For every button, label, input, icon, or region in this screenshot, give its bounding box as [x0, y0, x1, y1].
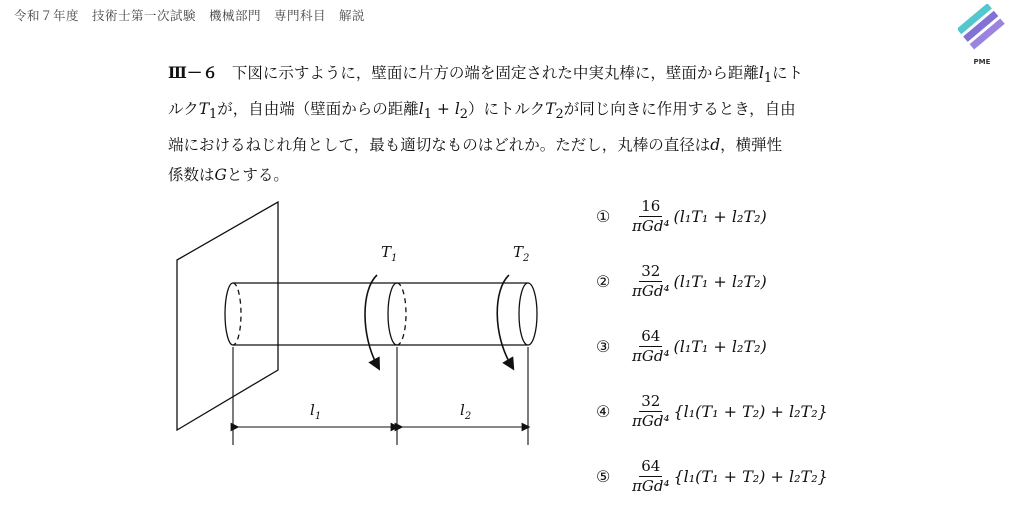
choice-1[interactable]	[596, 188, 767, 244]
numerator: 16	[641, 196, 661, 215]
question-text-segment: ルク	[168, 100, 199, 119]
subscript: 1	[423, 107, 432, 123]
subscript: 1	[763, 71, 773, 87]
question-line-4	[168, 160, 868, 190]
torque-t1-arrow	[365, 275, 377, 365]
label-T1: $T_1$	[381, 243, 398, 264]
subscript: 2	[555, 107, 564, 123]
question-line-2	[168, 94, 868, 130]
shaft-fixed-end-front	[225, 283, 233, 345]
choice-2[interactable]	[596, 253, 767, 309]
var-T: T	[545, 100, 556, 119]
question-text-segment: 端におけるねじれ角として，最も適切なものはどれか。ただし，丸棒の直径は	[168, 136, 711, 155]
numerator: 32	[641, 391, 661, 410]
question-text-segment: ）にトルク	[468, 100, 546, 119]
fraction	[632, 457, 669, 496]
section-t1-hidden	[397, 283, 406, 345]
denominator: πGd⁴	[632, 411, 670, 430]
expression: {l₁(T₁ + T₂) + l₂T₂}	[673, 466, 828, 486]
denominator: πGd⁴	[632, 476, 670, 495]
fraction	[632, 262, 669, 301]
question-text-segment: が同じ向きに作用するとき，自由	[563, 100, 796, 119]
denominator: πGd⁴	[632, 216, 670, 235]
var-l: l	[758, 64, 764, 82]
question-text-segment: とする。	[226, 166, 289, 185]
torque-t2-arrow	[497, 275, 511, 365]
pme-logo-icon	[958, 4, 1008, 66]
label-T2: $T_2$	[513, 243, 530, 264]
var-G: G	[214, 166, 227, 185]
page-header-title: 令和７年度 技術士第一次試験 機械部門 専門科目 解説	[14, 8, 366, 23]
choice-number: ⑤	[596, 466, 611, 486]
question-number: Ⅲ－６	[168, 63, 218, 82]
question-line-3	[168, 130, 868, 160]
choice-number: ③	[596, 336, 611, 356]
question-text-segment: ，横弾性	[720, 136, 783, 155]
label-l1: $l_1$	[310, 401, 322, 422]
choice-number: ④	[596, 401, 611, 421]
question-text	[168, 58, 868, 190]
fraction	[632, 197, 669, 236]
question-text-segment: が，自由端（壁面からの距離	[217, 100, 419, 119]
choice-3[interactable]	[596, 318, 767, 374]
question-text-segment: 係数は	[168, 166, 215, 185]
numerator: 64	[641, 326, 661, 345]
wall	[177, 202, 278, 430]
numerator: 32	[641, 261, 661, 280]
choice-5[interactable]	[596, 448, 828, 504]
choice-number: ①	[596, 206, 611, 226]
var-d: d	[710, 136, 721, 155]
expression: (l₁T₁ + l₂T₂)	[673, 271, 767, 291]
shaft-diagram	[165, 195, 565, 465]
subscript: 2	[459, 107, 468, 123]
fraction	[632, 392, 669, 431]
numerator: 64	[641, 456, 661, 475]
logo-text: PME	[973, 58, 991, 66]
section-t1-front	[388, 283, 397, 345]
label-l2: $l_2$	[460, 401, 472, 422]
question-text-segment: にト	[772, 64, 804, 82]
var-l: l	[454, 100, 460, 119]
choice-number: ②	[596, 271, 611, 291]
expression: {l₁(T₁ + T₂) + l₂T₂}	[673, 401, 828, 421]
shaft-free-end	[519, 283, 537, 345]
denominator: πGd⁴	[632, 346, 670, 365]
var-l: l	[418, 100, 424, 119]
subscript: 1	[209, 107, 218, 123]
fraction	[632, 327, 669, 366]
question-line-1	[168, 58, 868, 94]
var-T: T	[198, 100, 210, 119]
expression: (l₁T₁ + l₂T₂)	[673, 336, 767, 356]
shaft-fixed-end-hidden	[233, 283, 241, 345]
plus-sign: +	[431, 100, 455, 119]
choice-4[interactable]	[596, 383, 828, 439]
denominator: πGd⁴	[632, 281, 670, 300]
question-text-segment: 下図に示すように，壁面に片方の端を固定された中実丸棒に，壁面から距離	[231, 64, 759, 82]
expression: (l₁T₁ + l₂T₂)	[673, 206, 767, 226]
